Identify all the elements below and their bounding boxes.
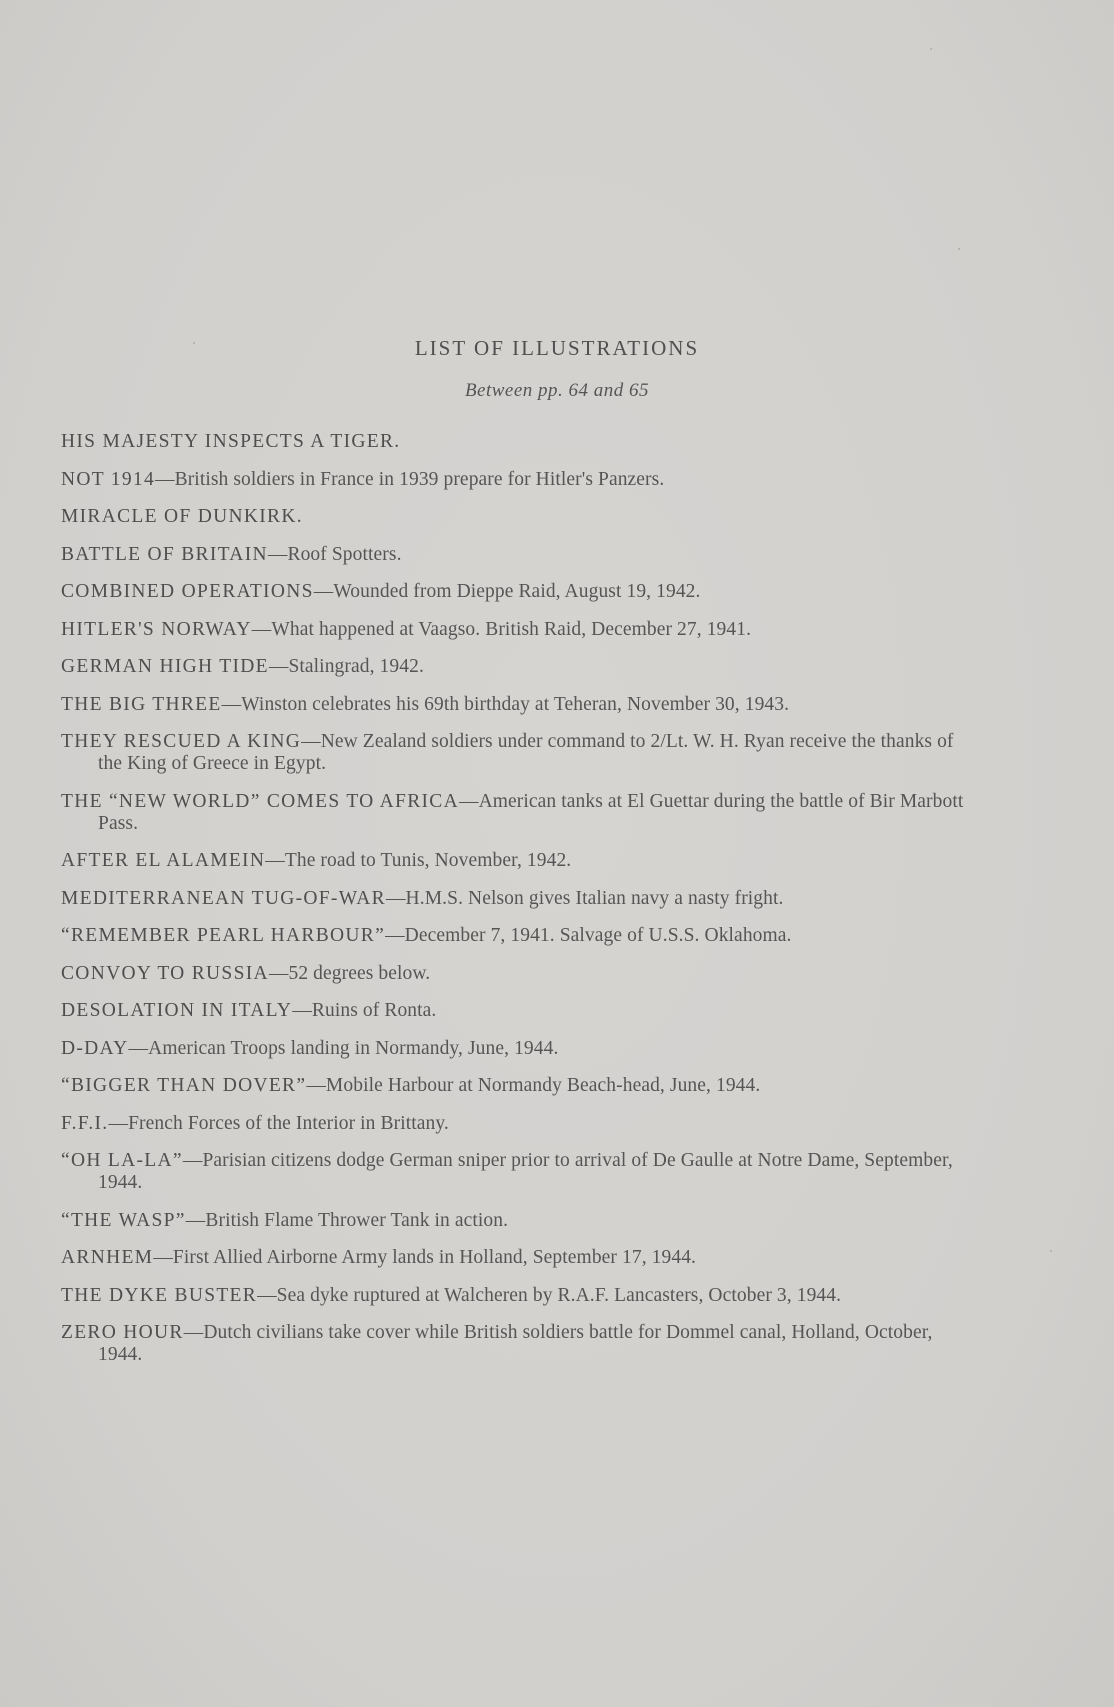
page-heading: LIST OF ILLUSTRATIONS bbox=[414, 336, 700, 360]
item-desc: —American Troops landing in Normandy, June, 1944. bbox=[128, 1037, 559, 1059]
item-title: MEDITERRANEAN TUG-OF-WAR bbox=[61, 887, 386, 909]
item-desc: —December 7, 1941. Salvage of U.S.S. Oklahoma. bbox=[385, 925, 792, 946]
item-desc: —Mobile Harbour at Normandy Beach-head, June, 1944. bbox=[306, 1075, 761, 1096]
list-item bbox=[61, 619, 966, 641]
item-desc: —The road to Tunis, November, 1942. bbox=[265, 850, 572, 871]
item-title: HITLER'S NORWAY bbox=[61, 618, 252, 640]
list-item bbox=[61, 1075, 966, 1097]
item-title: NOT 1914 bbox=[61, 468, 155, 490]
item-title: CONVOY TO RUSSIA bbox=[61, 962, 269, 984]
list-item bbox=[61, 1210, 966, 1232]
item-title: D-DAY bbox=[61, 1037, 129, 1059]
list-item bbox=[61, 1285, 966, 1307]
item-title: THE DYKE BUSTER bbox=[61, 1284, 258, 1306]
list-item bbox=[61, 1000, 966, 1022]
page-subheading: Between pp. 64 and 65 bbox=[464, 380, 650, 401]
item-desc: —Roof Spotters. bbox=[267, 543, 402, 565]
item-desc: —Sea dyke ruptured at Walcheren by R.A.F. Lancasters, October 3, 1944. bbox=[257, 1284, 842, 1306]
paper-speck bbox=[958, 248, 960, 250]
list-item bbox=[61, 850, 966, 872]
list-item bbox=[61, 1247, 966, 1269]
item-title: DESOLATION IN ITALY bbox=[61, 1000, 293, 1021]
item-desc: —French Forces of the Interior in Brittany. bbox=[108, 1112, 449, 1134]
paper-speck bbox=[193, 342, 195, 344]
list-item bbox=[61, 469, 966, 491]
item-title: ARNHEM bbox=[61, 1247, 154, 1268]
list-item bbox=[61, 506, 966, 528]
list-item bbox=[61, 1322, 966, 1366]
item-title: “OH LA-LA” bbox=[61, 1150, 183, 1171]
paper-speck bbox=[930, 48, 932, 50]
list-item bbox=[61, 888, 966, 910]
item-desc: —British Flame Thrower Tank in action. bbox=[185, 1209, 509, 1231]
list-item bbox=[61, 656, 966, 678]
item-desc: —American tanks at El Guettar during the battle of Bir Marbott Pass. bbox=[98, 790, 964, 834]
item-title: MIRACLE OF DUNKIRK. bbox=[61, 506, 303, 527]
item-title: THE BIG THREE bbox=[61, 693, 222, 715]
item-title: “REMEMBER PEARL HARBOUR” bbox=[61, 925, 386, 946]
item-desc: —H.M.S. Nelson gives Italian navy a nasty fright. bbox=[385, 887, 784, 909]
item-title: “BIGGER THAN DOVER” bbox=[61, 1075, 307, 1096]
item-desc: —Dutch civilians take cover while British soldiers battle for Dommel canal, Holland, October, 1944. bbox=[98, 1322, 933, 1365]
item-desc: —What happened at Vaagso. British Raid, December 27, 1941. bbox=[251, 618, 752, 640]
item-title: ZERO HOUR bbox=[61, 1322, 184, 1343]
item-title: HIS MAJESTY INSPECTS A TIGER. bbox=[61, 431, 401, 452]
item-title: THE “NEW WORLD” COMES TO AFRICA bbox=[61, 790, 459, 812]
item-desc: —Winston celebrates his 69th birthday at Teheran, November 30, 1943. bbox=[221, 693, 790, 715]
list-item bbox=[61, 1038, 966, 1060]
illustrations-list bbox=[61, 431, 966, 1382]
item-title: THEY RESCUED A KING bbox=[61, 731, 302, 752]
list-item bbox=[61, 791, 966, 835]
list-item bbox=[61, 544, 966, 566]
list-item bbox=[61, 581, 966, 603]
list-item bbox=[61, 1150, 966, 1194]
item-desc: —Wounded from Dieppe Raid, August 19, 1942. bbox=[313, 581, 701, 602]
item-desc: —Parisian citizens dodge German sniper prior to arrival of De Gaulle at Notre Dame, September, 1944. bbox=[98, 1150, 953, 1193]
list-item bbox=[61, 925, 966, 947]
item-title: AFTER EL ALAMEIN bbox=[61, 850, 266, 871]
item-title: BATTLE OF BRITAIN bbox=[61, 543, 268, 565]
item-desc: —New Zealand soldiers under command to 2/Lt. W. H. Ryan receive the thanks of the King of Greece in Egypt. bbox=[98, 731, 954, 774]
list-item bbox=[61, 731, 966, 775]
item-desc: —Stalingrad, 1942. bbox=[268, 656, 424, 677]
list-item bbox=[61, 431, 966, 453]
item-desc: —52 degrees below. bbox=[268, 962, 431, 984]
item-title: F.F.I. bbox=[61, 1112, 109, 1134]
item-desc: —British soldiers in France in 1939 prepare for Hitler's Panzers. bbox=[155, 468, 665, 490]
paper-speck bbox=[1050, 1250, 1052, 1252]
item-desc: —First Allied Airborne Army lands in Holland, September 17, 1944. bbox=[153, 1247, 697, 1268]
list-item bbox=[61, 694, 966, 716]
list-item bbox=[61, 963, 966, 985]
list-item bbox=[61, 1113, 966, 1135]
item-desc: —Ruins of Ronta. bbox=[292, 1000, 437, 1021]
item-title: GERMAN HIGH TIDE bbox=[61, 656, 269, 677]
item-title: COMBINED OPERATIONS bbox=[61, 581, 314, 602]
item-title: “THE WASP” bbox=[61, 1209, 186, 1231]
